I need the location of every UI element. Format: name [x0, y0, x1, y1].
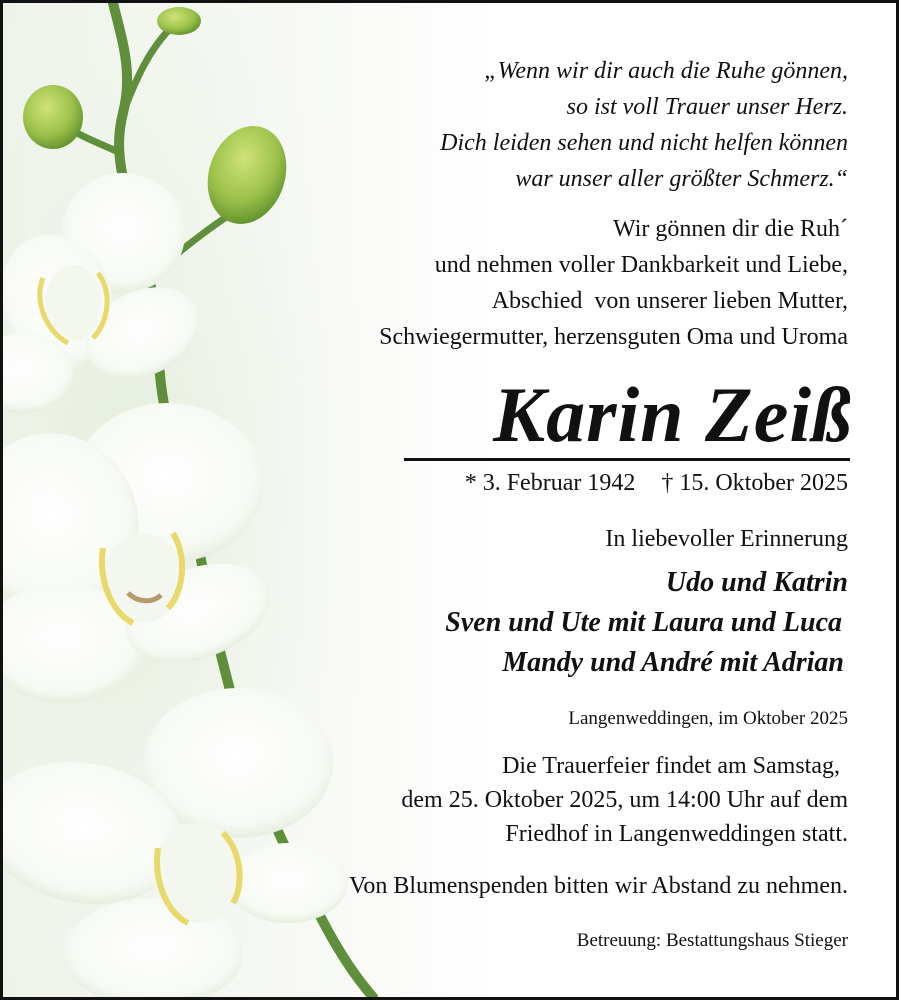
poem-line: war unser aller größter Schmerz.“: [515, 166, 848, 192]
service-info: [401, 749, 848, 851]
flowers-note: Von Blumenspenden bitten wir Abstand zu nehmen.: [349, 873, 848, 899]
name-underline: [404, 458, 850, 461]
intro-line: Abschied von unserer lieben Mutter,: [491, 288, 848, 314]
service-line: Die Trauerfeier findet am Samstag,: [502, 753, 840, 779]
intro-line: Schwiegermutter, herzensguten Oma und Uroma: [379, 324, 848, 350]
orchid-illustration: [3, 3, 423, 997]
intro-block: [379, 211, 848, 355]
poem-line: Dich leiden sehen und nicht helfen können: [440, 130, 848, 156]
orchid-bud-top: [157, 7, 201, 35]
poem-block: [440, 53, 848, 197]
poem-line: so ist voll Trauer unser Herz.: [566, 94, 848, 120]
intro-line: und nehmen voller Dankbarkeit und Liebe,: [434, 252, 848, 278]
life-dates: [465, 467, 848, 499]
birth-date: * 3. Februar 1942: [464, 470, 636, 496]
undertaker-credit: Betreuung: Bestattungshaus Stieger: [576, 930, 848, 951]
death-date: † 15. Oktober 2025: [661, 470, 848, 496]
intro-line: Wir gönnen dir die Ruh´: [613, 216, 848, 242]
memory-line: In liebevoller Erinnerung: [605, 526, 848, 552]
mourner-entry: Udo und Katrin: [665, 567, 848, 598]
deceased-name: Karin Zeiß: [493, 371, 852, 458]
place-date: Langenweddingen, im Oktober 2025: [568, 708, 848, 729]
orchid-bud-left: [23, 85, 83, 149]
mourner-entry: Mandy und André mit Adrian: [502, 647, 844, 678]
mourners-list: [445, 563, 848, 683]
service-line: Friedhof in Langenweddingen statt.: [505, 821, 848, 847]
poem-line: „Wenn wir dir auch die Ruhe gönnen,: [484, 58, 848, 84]
mourner-entry: Sven und Ute mit Laura und Luca: [445, 607, 842, 638]
service-line: dem 25. Oktober 2025, um 14:00 Uhr auf dem: [401, 787, 848, 813]
